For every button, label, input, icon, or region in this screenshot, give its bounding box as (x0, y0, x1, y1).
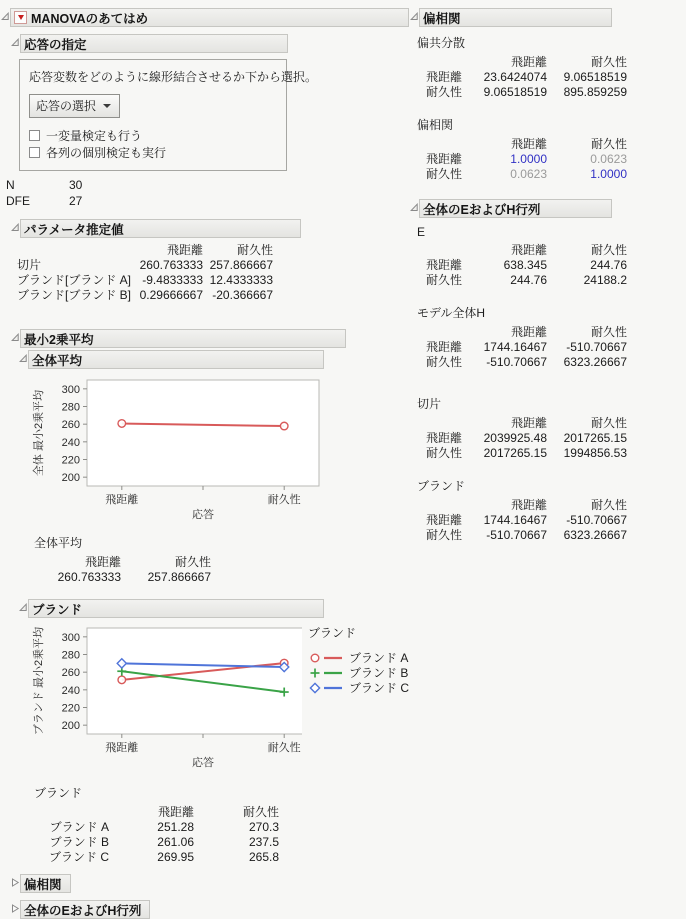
table-row (31, 835, 409, 850)
cell: 1.0000 (590, 167, 627, 181)
cell: 1.0000 (510, 152, 547, 166)
section-title: 最小2乗平均 (24, 332, 94, 347)
section-header-brand-means[interactable] (28, 599, 324, 618)
cell: 23.6424074 (483, 70, 547, 84)
cell: -510.70667 (566, 340, 627, 354)
cell: 0.0623 (510, 167, 547, 181)
table-caption: 全体平均 (34, 536, 83, 550)
svg-text:280: 280 (61, 401, 80, 414)
section-response-spec (11, 34, 409, 171)
caret-down-icon (103, 104, 111, 108)
table-header-row (31, 805, 409, 820)
section-header-eh-collapsed[interactable] (20, 900, 150, 919)
section-header-eh-matrices[interactable] (419, 199, 612, 218)
table-header-row (17, 243, 409, 258)
matrix-label: 切片 (417, 397, 442, 411)
svg-text:応答: 応答 (192, 757, 214, 769)
section-title: 全体のEおよびH行列 (423, 202, 541, 217)
section-parameter-estimates (11, 219, 409, 303)
section-eh-matrices-collapsed (11, 900, 409, 919)
section-header-manova[interactable] (10, 8, 409, 27)
svg-text:260: 260 (61, 667, 80, 680)
column-header: 耐久性 (174, 555, 211, 569)
cell: 260.763333 (57, 570, 121, 584)
table-row (417, 528, 686, 543)
row-label: ブランド A (49, 820, 109, 834)
legend-label: ブランド B (348, 666, 409, 680)
row-label: ブランド C (48, 850, 109, 864)
stat-label: N (6, 178, 15, 192)
button-label: 応答の選択 (36, 99, 97, 113)
table-row (417, 258, 686, 273)
cell: 261.06 (157, 835, 194, 849)
section-least-squares-means (11, 329, 409, 865)
column-header: 飛距離 (510, 416, 547, 430)
brand-means-table (31, 805, 409, 865)
cell (417, 137, 462, 152)
stat-value: 30 (69, 178, 83, 192)
row-label: 飛距離 (425, 513, 462, 527)
cell: 2017265.15 (563, 431, 627, 445)
stat-value: 27 (69, 194, 83, 208)
section-brand-means (19, 599, 409, 865)
e-matrix-table (417, 243, 686, 288)
svg-text:飛距離: 飛距離 (105, 494, 139, 506)
cell: 895.859259 (563, 85, 627, 99)
cell: 638.345 (503, 258, 547, 272)
cell: 237.5 (248, 835, 279, 849)
table-header-row (417, 498, 686, 513)
brand-matrix-table (417, 498, 686, 543)
cell (417, 243, 462, 258)
section-partial-correlation (410, 8, 686, 182)
column-header: 耐久性 (590, 55, 627, 69)
table-row (417, 355, 686, 370)
disclosure-open-icon[interactable] (11, 38, 20, 47)
cell (17, 243, 129, 258)
legend-marker-icon (308, 682, 346, 694)
table-caption: ブランド (34, 786, 83, 800)
svg-text:耐久性: 耐久性 (267, 742, 301, 754)
cell: 1994856.53 (563, 446, 627, 460)
cell: 257.866667 (147, 570, 211, 584)
section-header-partial-correlation[interactable] (419, 8, 612, 27)
disclosure-open-icon[interactable] (19, 354, 28, 363)
section-title: 応答の指定 (24, 37, 87, 52)
table-row (31, 850, 409, 865)
row-label: 飛距離 (425, 431, 462, 445)
cell: 265.8 (248, 850, 279, 864)
matrix-label: E (417, 225, 426, 239)
svg-text:ブランド 最小2乗平均: ブランド 最小2乗平均 (33, 626, 45, 736)
svg-text:300: 300 (61, 631, 80, 644)
row-label: 耐久性 (425, 85, 462, 99)
cell (417, 55, 462, 70)
overall-mean-chart (31, 374, 331, 524)
legend-marker-icon (308, 652, 346, 664)
table-row (417, 85, 686, 100)
cell: 9.06518519 (563, 70, 627, 84)
cell: -20.366667 (212, 288, 273, 302)
row-label: 飛距離 (425, 152, 462, 166)
legend-marker-icon (308, 667, 346, 679)
triangle-down-glyph (18, 15, 24, 20)
svg-text:220: 220 (61, 454, 80, 467)
svg-text:耐久性: 耐久性 (267, 494, 301, 506)
cell: 251.28 (157, 820, 194, 834)
section-title: 偏相関 (24, 877, 62, 892)
column-header: 耐久性 (590, 498, 627, 512)
row-label: 飛距離 (425, 340, 462, 354)
section-title: ブランド (32, 602, 83, 617)
stat-row-n (6, 177, 409, 193)
cell: 12.4333333 (209, 273, 273, 287)
brand-means-chart (31, 622, 302, 772)
column-header: 飛距離 (157, 805, 194, 819)
legend-item (308, 650, 409, 665)
section-manova-root (1, 8, 409, 919)
stat-label: DFE (6, 194, 30, 208)
section-overall-mean (19, 350, 409, 585)
column-header: 飛距離 (84, 555, 121, 569)
table-row (17, 273, 409, 288)
section-partial-correlation-collapsed (11, 874, 409, 893)
row-label: 耐久性 (425, 446, 462, 460)
column-header: 耐久性 (236, 243, 273, 257)
table-row (31, 820, 409, 835)
svg-text:260: 260 (61, 419, 80, 432)
cell: -510.70667 (566, 513, 627, 527)
table-row (417, 431, 686, 446)
cell: -510.70667 (486, 355, 547, 369)
report-left-column (0, 8, 409, 919)
chart-legend (308, 624, 409, 772)
table-row (417, 167, 686, 182)
table-header-row (417, 243, 686, 258)
svg-text:応答: 応答 (192, 509, 214, 521)
row-label: ブランド[ブランド A] (17, 273, 132, 287)
legend-item (308, 665, 409, 680)
checkbox-univariate-tests[interactable] (29, 130, 40, 141)
legend-items (308, 650, 409, 695)
matrix-label: 偏共分散 (417, 36, 466, 50)
section-header-overall-mean[interactable] (28, 350, 324, 369)
svg-text:240: 240 (61, 684, 80, 697)
intercept-matrix-table (417, 416, 686, 461)
section-title: 全体平均 (32, 353, 83, 368)
cell: 244.76 (510, 273, 547, 287)
section-header-partial-collapsed[interactable] (20, 874, 71, 893)
row-label: 耐久性 (425, 528, 462, 542)
cell (417, 325, 462, 340)
legend-label: ブランド C (348, 681, 409, 695)
row-label: 切片 (17, 258, 42, 272)
svg-text:280: 280 (61, 649, 80, 662)
cell: 244.76 (590, 258, 627, 272)
parameter-estimates-table (17, 243, 409, 303)
cell (31, 805, 109, 820)
disclosure-open-icon[interactable] (19, 603, 28, 612)
cell: 6323.26667 (563, 528, 627, 542)
cell: 260.763333 (139, 258, 203, 272)
cell: 9.06518519 (483, 85, 547, 99)
cell (417, 416, 462, 431)
row-label: ブランド B (49, 835, 109, 849)
column-header: 飛距離 (510, 55, 547, 69)
cell: 0.29666667 (139, 288, 203, 302)
checkbox-row-univariate (29, 127, 277, 144)
instruction-text: 応答変数をどのように線形結合させるか下から選択。 (29, 70, 318, 84)
svg-text:全体 最小2乗平均: 全体 最小2乗平均 (33, 389, 45, 477)
disclosure-open-icon[interactable] (1, 12, 10, 21)
matrix-label: 偏相関 (417, 118, 454, 132)
column-header: 耐久性 (590, 325, 627, 339)
cell: -9.4833333 (142, 273, 203, 287)
overall-mean-table (31, 555, 409, 585)
partial-covariance-table (417, 55, 686, 100)
h-model-matrix-table (417, 325, 686, 370)
table-row (417, 340, 686, 355)
column-header: 耐久性 (590, 243, 627, 257)
table-header-row (417, 416, 686, 431)
red-triangle-menu-icon[interactable] (14, 11, 27, 24)
table-row (17, 258, 409, 273)
legend-title: ブランド (307, 626, 356, 640)
disclosure-open-icon[interactable] (11, 333, 20, 342)
row-label: 耐久性 (425, 167, 462, 181)
cell: 1744.16467 (483, 513, 547, 527)
svg-text:200: 200 (61, 472, 80, 485)
row-label: ブランド[ブランド B] (17, 288, 132, 302)
disclosure-open-icon[interactable] (11, 223, 20, 232)
svg-text:220: 220 (61, 702, 80, 715)
row-label: 飛距離 (425, 258, 462, 272)
column-header: 飛距離 (510, 325, 547, 339)
svg-text:飛距離: 飛距離 (105, 742, 139, 754)
table-row (417, 446, 686, 461)
disclosure-collapsed-icon[interactable] (11, 904, 20, 913)
matrix-label: ブランド (417, 479, 466, 493)
legend-label: ブランド A (348, 651, 409, 665)
partial-correlation-table (417, 137, 686, 182)
svg-text:240: 240 (61, 436, 80, 449)
section-title: MANOVAのあてはめ (31, 11, 149, 26)
row-label: 飛距離 (425, 70, 462, 84)
row-label: 耐久性 (425, 355, 462, 369)
cell: 2039925.48 (483, 431, 547, 445)
table-header-row (417, 55, 686, 70)
legend-item (308, 680, 409, 695)
table-row (417, 273, 686, 288)
cell: 0.0623 (590, 152, 627, 166)
section-title: パラメータ推定値 (24, 222, 124, 237)
column-header: 耐久性 (242, 805, 279, 819)
response-spec-box (19, 59, 318, 171)
cell: 269.95 (157, 850, 194, 864)
table-header-row (417, 137, 686, 152)
checkbox-row-separate-tests (29, 144, 277, 161)
section-title: 全体のEおよびH行列 (24, 903, 142, 918)
cell: 270.3 (248, 820, 279, 834)
table-row (417, 152, 686, 167)
choose-response-button[interactable] (29, 94, 120, 118)
checkbox-label: 一変量検定も行う (46, 129, 143, 143)
brand-chart-area (19, 622, 409, 772)
svg-text:300: 300 (61, 383, 80, 396)
checkbox-separate-column-tests[interactable] (29, 147, 40, 158)
table-row (417, 513, 686, 528)
table-header-row (31, 555, 409, 570)
column-header: 耐久性 (590, 416, 627, 430)
cell: 6323.26667 (563, 355, 627, 369)
section-eh-matrices (410, 199, 686, 543)
disclosure-open-icon[interactable] (410, 203, 419, 212)
section-header-response-spec[interactable] (20, 34, 288, 53)
cell: -510.70667 (486, 528, 547, 542)
manova-body (1, 34, 409, 919)
cell: 1744.16467 (483, 340, 547, 354)
checkbox-label: 各列の個別検定も実行 (46, 146, 167, 160)
section-header-least-squares[interactable] (20, 329, 346, 348)
column-header: 飛距離 (510, 498, 547, 512)
cell: 2017265.15 (483, 446, 547, 460)
disclosure-open-icon[interactable] (410, 12, 419, 21)
cell: 24188.2 (583, 273, 627, 287)
svg-text:200: 200 (61, 720, 80, 733)
stat-row-dfe (6, 193, 409, 209)
section-title: 偏相関 (423, 11, 461, 26)
table-header-row (417, 325, 686, 340)
report-right-column (409, 8, 686, 919)
table-row (417, 70, 686, 85)
column-header: 飛距離 (510, 137, 547, 151)
matrix-label: モデル全体H (417, 306, 486, 320)
row-label: 耐久性 (425, 273, 462, 287)
table-row (31, 570, 409, 585)
cell (417, 498, 462, 513)
column-header: 飛距離 (510, 243, 547, 257)
column-header: 飛距離 (166, 243, 203, 257)
disclosure-collapsed-icon[interactable] (11, 878, 20, 887)
table-row (17, 288, 409, 303)
section-header-parameter-estimates[interactable] (20, 219, 301, 238)
cell: 257.866667 (209, 258, 273, 272)
column-header: 耐久性 (590, 137, 627, 151)
